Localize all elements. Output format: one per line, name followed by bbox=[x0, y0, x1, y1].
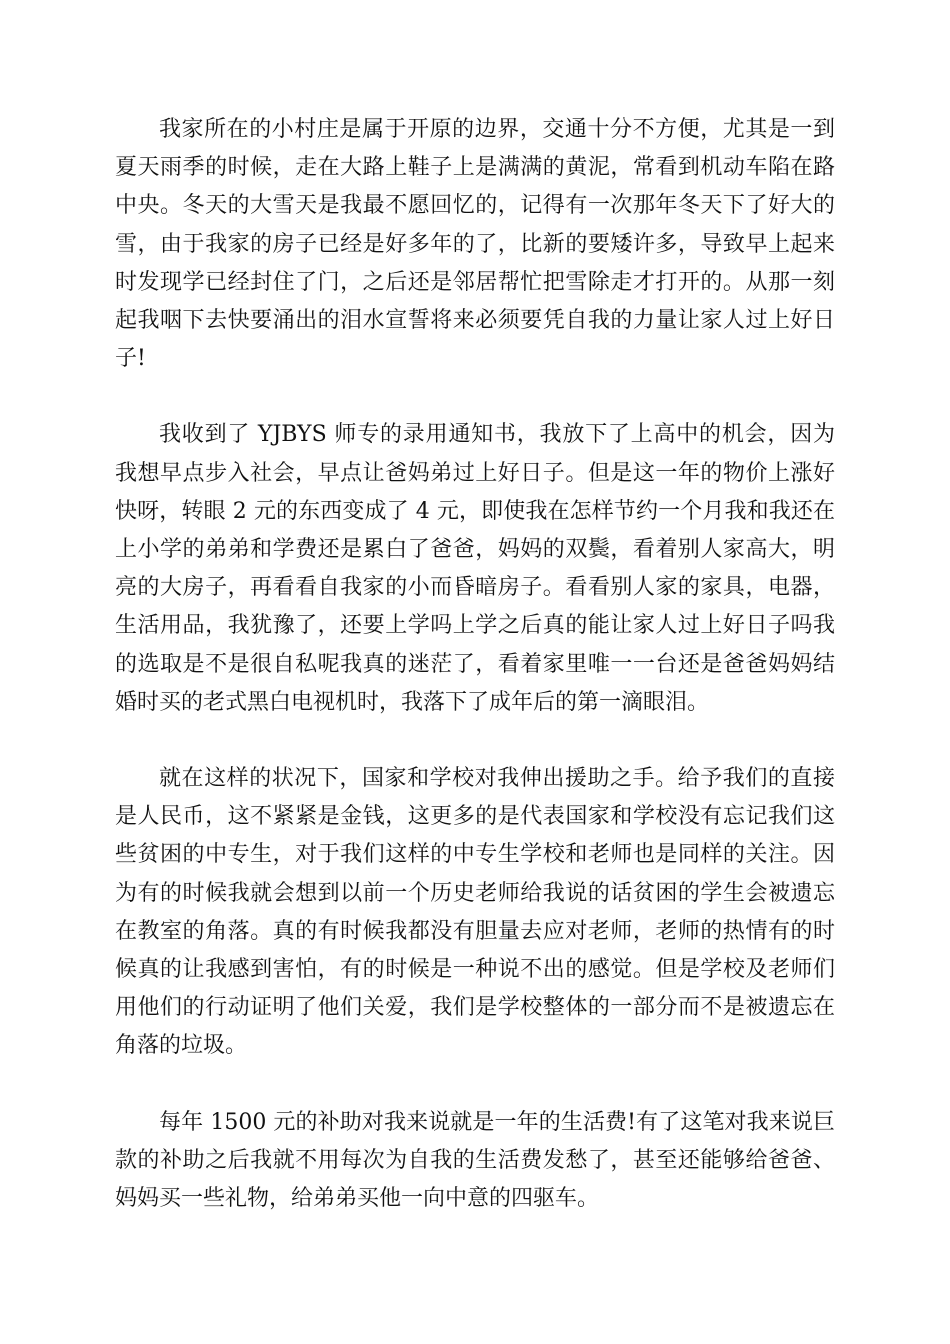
document-body bbox=[115, 111, 835, 1256]
paragraph-4: 每年 1500 元的补助对我来说就是一年的生活费!有了这笔对我来说巨款的补助之后我就不用每次为自我的生活费发愁了，甚至还能够给爸爸、妈妈买一些礼物，给弟弟买他一向中意的四驱车。 bbox=[115, 1109, 835, 1212]
paragraph-3: 就在这样的状况下，国家和学校对我伸出援助之手。给予我们的直接是人民币，这不紧紧是金钱，这更多的是代表国家和学校没有忘记我们这些贫困的中专生，对于我们这样的中专生学校和老师也是同样的关注。因为有的时候我就会想到以前一个历史老师给我说的话贫困的学生会被遗忘在教室的角落。真的有时候我都没有胆量去应对老师，老师的热情有的时候真的让我感到害怕，有的时候是一种说不出的感觉。但是学校及老师们用他们的行动证明了他们关爱，我们是学校整体的一部分而不是被遗忘在角落的垃圾。 bbox=[115, 766, 835, 1059]
paragraph-2: 我收到了 YJBYS 师专的录用通知书，我放下了上高中的机会，因为我想早点步入社会，早点让爸妈弟过上好日子。但是这一年的物价上涨好快呀，转眼 2 元的东西变成了 4 元，即使我在怎样节约一个月我和我还在上小学的弟弟和学费还是累白了爸爸，妈妈的双鬓，看着别人家高大，明亮的大房子，再看看自我家的小而昏暗房子。看看别人家的家具，电器，生活用品，我犹豫了，还要上学吗上学之后真的能让家人过上好日子吗我的选取是不是很自私呢我真的迷茫了，看着家里唯一一台还是爸爸妈妈结婚时买的老式黑白电视机时，我落下了成年后的第一滴眼泪。 bbox=[115, 422, 835, 715]
paragraph-1: 我家所在的小村庄是属于开原的边界，交通十分不方便，尤其是一到夏天雨季的时候，走在大路上鞋子上是满满的黄泥，常看到机动车陷在路中央。冬天的大雪天是我最不愿回忆的，记得有一次那年冬天下了好大的雪，由于我家的房子已经是好多年的了，比新的要矮许多，导致早上起来时发现学已经封住了门，之后还是邻居帮忙把雪除走才打开的。从那一刻起我咽下去快要涌出的泪水宣誓将来必须要凭自我的力量让家人过上好日子! bbox=[115, 117, 835, 372]
